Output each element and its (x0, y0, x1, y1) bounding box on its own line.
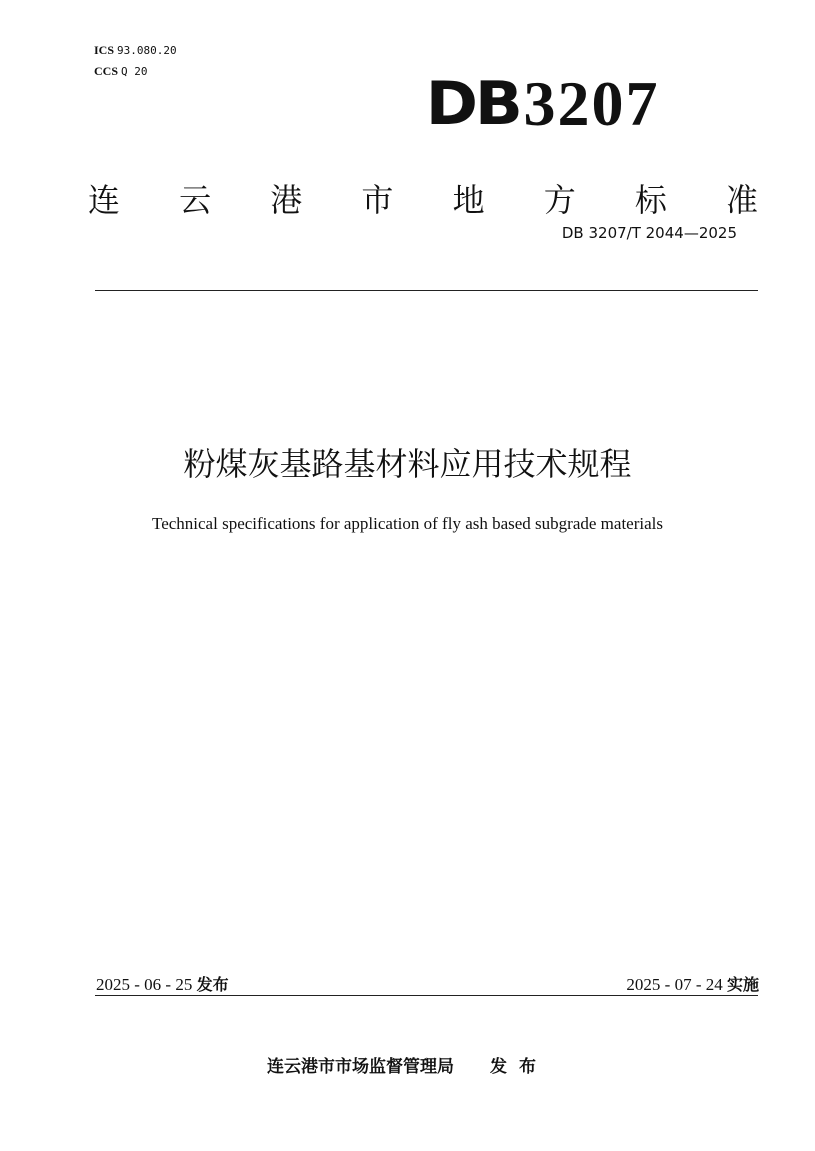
standard-name-char: 标 (634, 181, 667, 219)
ics-value: 93.080.20 (117, 44, 177, 57)
ccs-line (94, 61, 177, 82)
classification-codes (94, 40, 177, 82)
effective-date-line (626, 972, 759, 995)
document-title-en: Technical specifications for application of fly ash based subgrade materials (152, 514, 663, 533)
publish-date: 2025 - 06 - 25 (96, 975, 193, 994)
standard-name-char: 港 (270, 181, 303, 219)
publish-date-line (96, 972, 229, 995)
standard-name (88, 178, 758, 222)
ccs-label: CCS (94, 64, 119, 78)
standard-name-char: 连 (88, 181, 121, 219)
document-title-cn: 粉煤灰基路基材料应用技术规程 (183, 445, 632, 483)
effective-label: 实施 (726, 975, 759, 994)
standard-name-char: 准 (725, 181, 758, 219)
ccs-value: Q 20 (121, 65, 148, 78)
issuer-line (0, 1052, 815, 1077)
standard-name-char: 云 (179, 181, 212, 219)
ics-label: ICS (94, 43, 115, 57)
issuer-action: 发布 (490, 1057, 548, 1077)
standard-name-char: 地 (452, 181, 485, 219)
standard-name-char: 市 (361, 181, 394, 219)
db-logo-prefix: DB (425, 69, 520, 139)
standard-name-char: 方 (543, 181, 576, 219)
db-logo-number: 3207 (523, 68, 660, 139)
ics-line (94, 40, 177, 61)
issuer-name: 连云港市市场监督管理局 (267, 1057, 454, 1077)
db-logo (425, 68, 660, 140)
standard-code: DB 3207/T 2044—2025 (561, 224, 737, 242)
bottom-divider (95, 995, 758, 996)
top-divider (95, 290, 758, 291)
effective-date: 2025 - 07 - 24 (626, 975, 723, 994)
publish-label: 发布 (196, 975, 229, 994)
